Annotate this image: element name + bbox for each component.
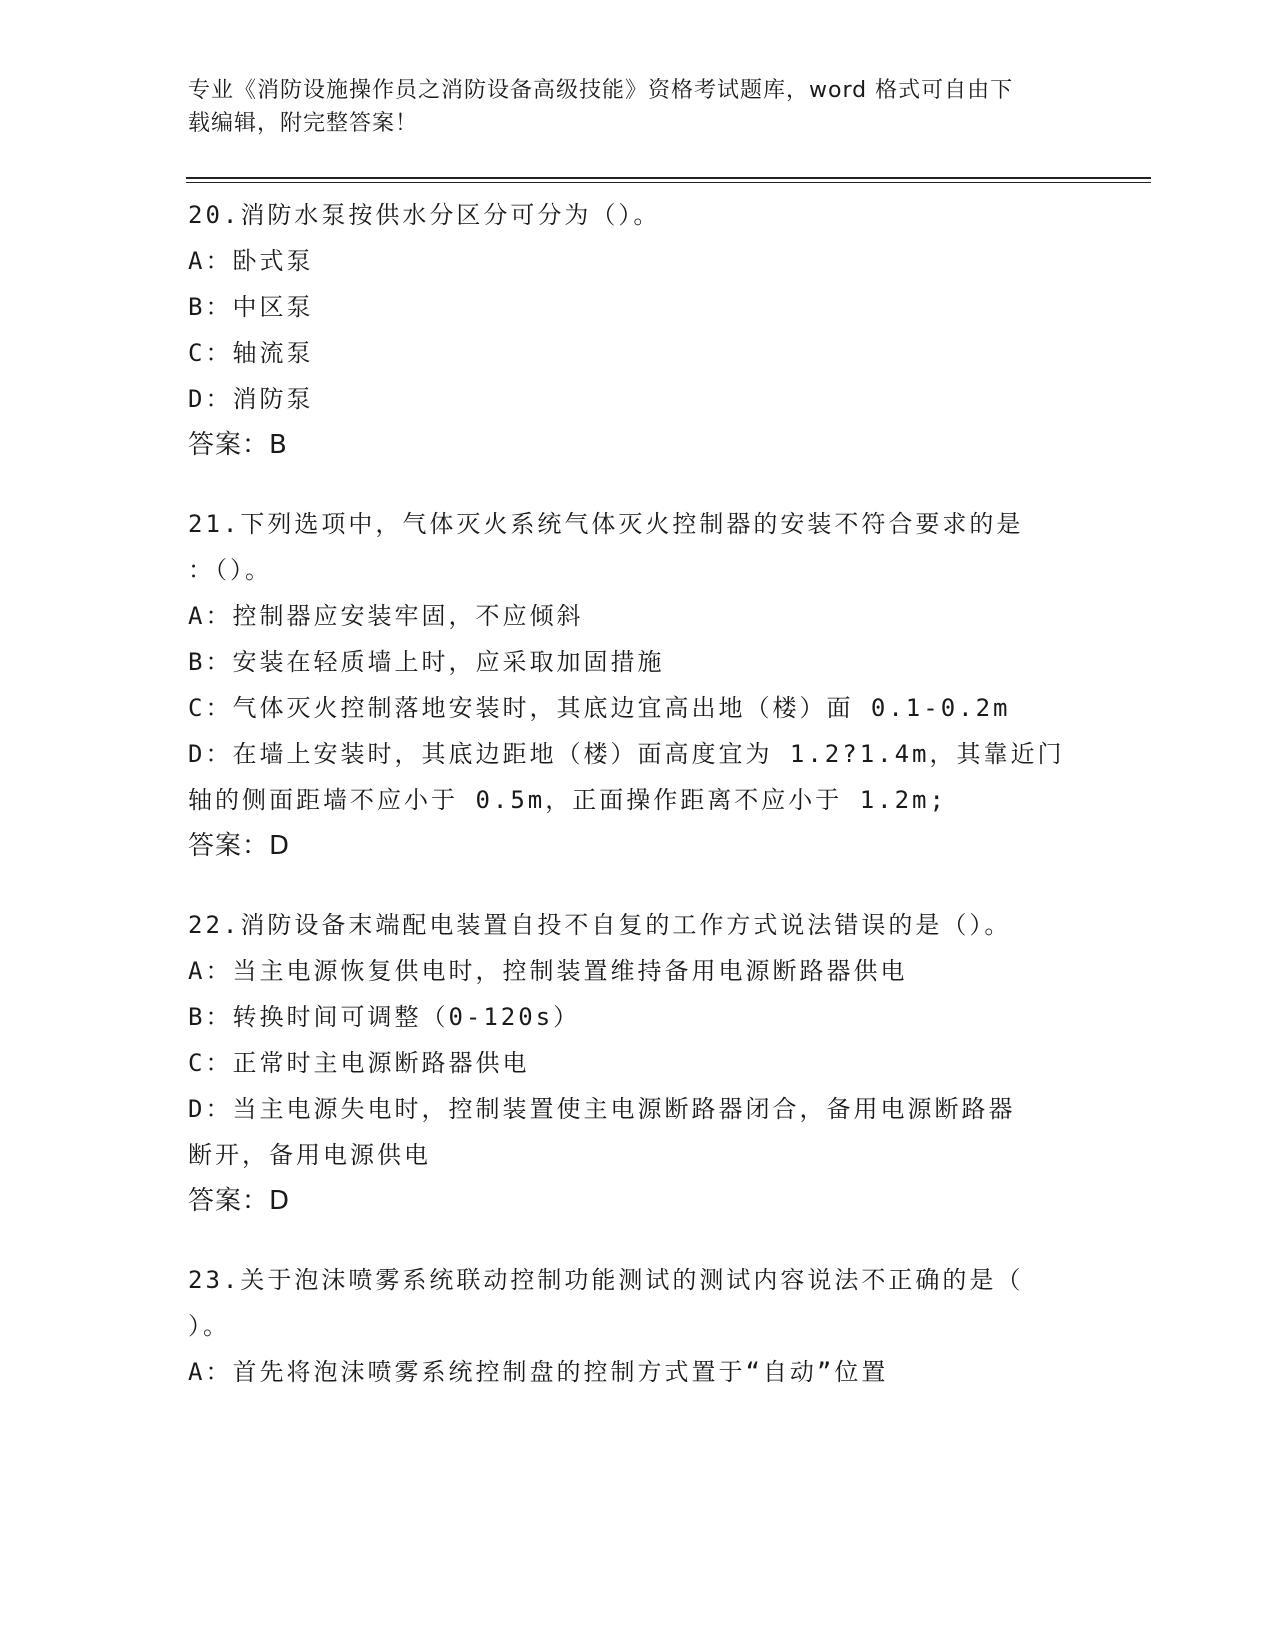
option-d-continued: 轴的侧面距墙不应小于 0.5m，正面操作距离不应小于 1.2m; [188,786,947,814]
option-d: D：消防泵 [188,385,314,413]
option-a: A：卧式泵 [188,247,314,275]
header-divider-thick [186,177,1151,179]
question-stem-continued: ）。 [188,1312,230,1340]
question-stem-continued: ：（）。 [188,556,272,584]
header-line-1: 专业《消防设施操作员之消防设备高级技能》资格考试题库，word 格式可自由下 [188,78,1014,103]
answer-label: 答案：D [188,1186,291,1216]
option-d-continued: 断开，备用电源供电 [188,1141,431,1169]
option-c: C：轴流泵 [188,339,314,367]
answer-label: 答案：B [188,430,288,460]
question-stem: 23.关于泡沫喷雾系统联动控制功能测试的测试内容说法不正确的是（ [188,1266,1024,1294]
question-20 [188,192,1088,468]
option-b: B：中区泵 [188,293,314,321]
option-b: B：转换时间可调整（0-120s） [188,1003,581,1031]
question-stem: 20.消防水泵按供水分区分可分为（）。 [188,201,661,229]
option-a: A：首先将泡沫喷雾系统控制盘的控制方式置于“自动”位置 [188,1358,889,1386]
question-22 [188,902,1088,1224]
option-d: D：在墙上安装时，其底边距地（楼）面高度宜为 1.2?1.4m，其靠近门 [188,740,1065,768]
option-d: D：当主电源失电时，控制装置使主电源断路器闭合，备用电源断路器 [188,1095,1016,1123]
question-stem: 21.下列选项中，气体灭火系统气体灭火控制器的安装不符合要求的是 [188,510,1024,538]
header-line-2: 载编辑，附完整答案！ [188,111,419,136]
answer-label: 答案：D [188,831,291,861]
option-a: A：控制器应安装牢固，不应倾斜 [188,602,584,630]
option-b: B：安装在轻质墙上时，应采取加固措施 [188,648,665,676]
question-23 [188,1257,1088,1395]
question-list [188,192,1088,1428]
header-divider-thin [186,182,1151,183]
question-21 [188,501,1088,869]
option-a: A：当主电源恢复供电时，控制装置维持备用电源断路器供电 [188,957,908,985]
document-header [188,74,1088,140]
question-stem: 22.消防设备末端配电装置自投不自复的工作方式说法错误的是（）。 [188,911,1012,939]
option-c: C：正常时主电源断路器供电 [188,1049,530,1077]
option-c: C：气体灭火控制落地安装时，其底边宜高出地（楼）面 0.1-0.2m [188,694,1011,722]
